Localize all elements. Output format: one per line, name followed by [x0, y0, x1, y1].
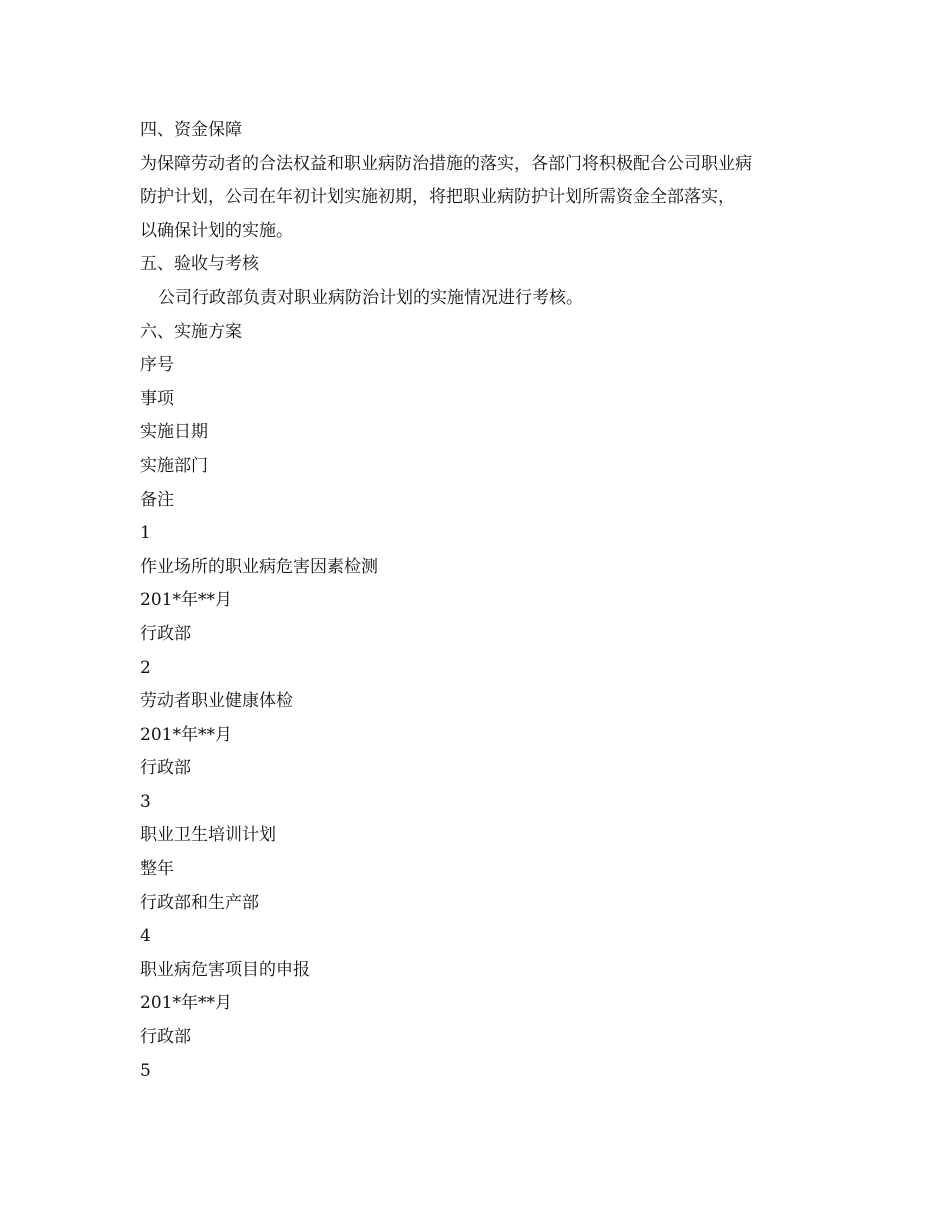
- table-header-remark: 备注: [140, 489, 174, 510]
- section-6-heading: 六、实施方案: [140, 321, 242, 342]
- document-page: [140, 114, 820, 1088]
- table-header-date: 实施日期: [140, 422, 208, 443]
- row-1-item: 作业场所的职业病危害因素检测: [140, 556, 378, 577]
- row-3-date: 整年: [140, 859, 174, 880]
- section-4-paragraph-line-3: 以确保计划的实施。: [140, 220, 293, 241]
- row-4-dept: 行政部: [140, 1027, 191, 1048]
- row-2-date: 201*年**月: [140, 724, 232, 745]
- row-1-date: 201*年**月: [140, 590, 232, 611]
- row-1-no: 1: [140, 523, 151, 544]
- row-4-no: 4: [140, 926, 151, 947]
- row-5-no: 5: [140, 1060, 151, 1081]
- row-2-item: 劳动者职业健康体检: [140, 691, 293, 712]
- table-header-no: 序号: [140, 355, 174, 376]
- section-5-paragraph: 公司行政部负责对职业病防治计划的实施情况进行考核。: [158, 287, 583, 308]
- table-header-item: 事项: [140, 388, 174, 409]
- row-4-item: 职业病危害项目的申报: [140, 959, 310, 980]
- section-5-heading: 五、验收与考核: [140, 254, 259, 275]
- row-3-item: 职业卫生培训计划: [140, 825, 276, 846]
- section-4-heading: 四、资金保障: [140, 120, 242, 140]
- row-2-no: 2: [140, 657, 151, 678]
- row-1-dept: 行政部: [140, 623, 191, 644]
- row-3-dept: 行政部和生产部: [140, 892, 259, 913]
- section-4-paragraph-line-2: 防护计划，公司在年初计划实施初期，将把职业病防护计划所需资金全部落实，: [140, 187, 735, 208]
- row-4-date: 201*年**月: [140, 993, 232, 1014]
- table-header-dept: 实施部门: [140, 455, 208, 476]
- row-3-no: 3: [140, 791, 151, 812]
- section-4-paragraph-line-1: 为保障劳动者的合法权益和职业病防治措施的落实，各部门将积极配合公司职业病: [140, 153, 752, 174]
- row-2-dept: 行政部: [140, 758, 191, 779]
